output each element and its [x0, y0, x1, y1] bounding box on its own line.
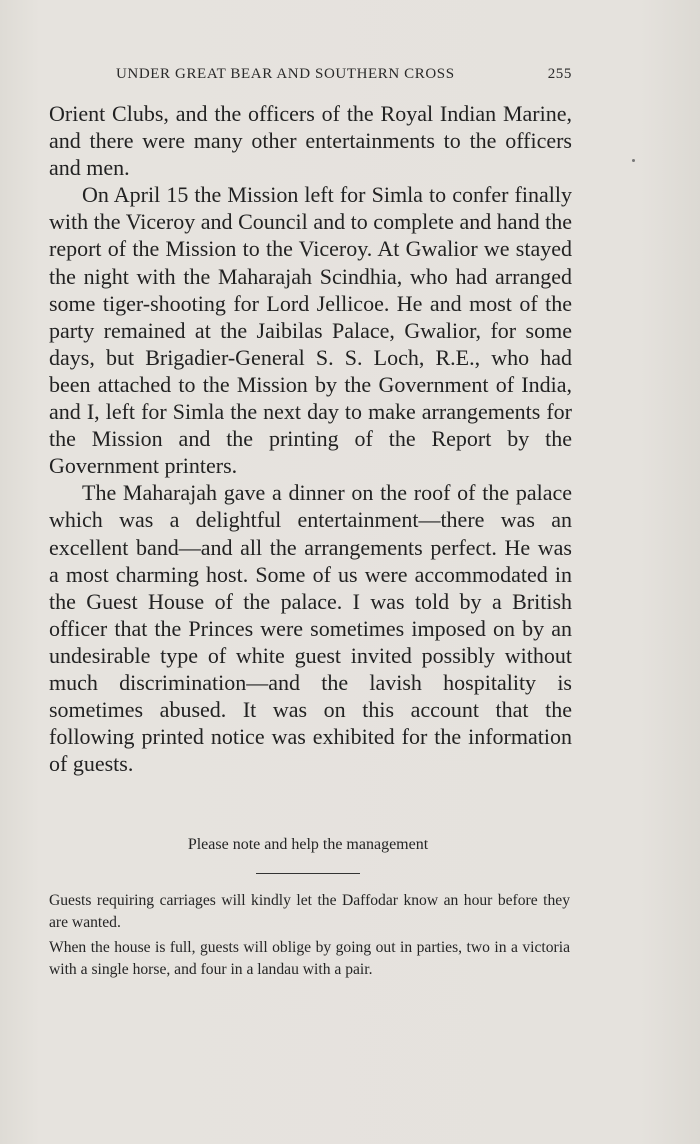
notice-item-carriages: Guests requiring carriages will kindly let the Daffodar know an hour before they are wanted.: [49, 892, 570, 931]
running-header: [116, 66, 572, 83]
notice-item-parties: When the house is full, guests will oblige by going out in parties, two in a victoria with a single horse, and four in a landau with a pair.: [49, 939, 570, 978]
paper-speck: [632, 159, 635, 162]
paragraph-maharajah-dinner: The Maharajah gave a dinner on the roof of the palace which was a delightful entertainment—there was an excellent band—and all the arrangements perfect. He was a most charming host. Some of us were accommodated in the Guest House of the palace. I was told by a British officer that the Princes were sometimes imposed on by an undesirable type of white guest invited possibly without much discrimination—and the lavish hospitality is sometimes abused. It was on this account that the following printed notice was exhibited for the information of guests.: [49, 480, 572, 777]
notice-heading: Please note and help the management: [187, 836, 429, 853]
running-title: UNDER GREAT BEAR AND SOUTHERN CROSS: [116, 66, 455, 82]
body-text: [49, 100, 572, 777]
paragraph-continuation: Orient Clubs, and the officers of the Royal Indian Marine, and there were many other entertainments to the officers and men.: [49, 101, 572, 181]
page-number: 255: [547, 66, 572, 82]
paragraph-mission-simla: On April 15 the Mission left for Simla to confer finally with the Viceroy and Council and to complete and hand the report of the Mission to the Viceroy. At Gwalior we stayed the night with the Maharajah Scindhia, who had arranged some tiger-shooting for Lord Jellicoe. He and most of the party remained at the Jaibilas Palace, Gwalior, for some days, but Brigadier-General S. S. Loch, R.E., who had been attached to the Mission by the Government of India, and I, left for Simla the next day to make arrangements for the Mission and the printing of the Report by the Government printers.: [49, 182, 572, 479]
notice-text: [49, 890, 570, 984]
divider-rule: [256, 873, 360, 874]
